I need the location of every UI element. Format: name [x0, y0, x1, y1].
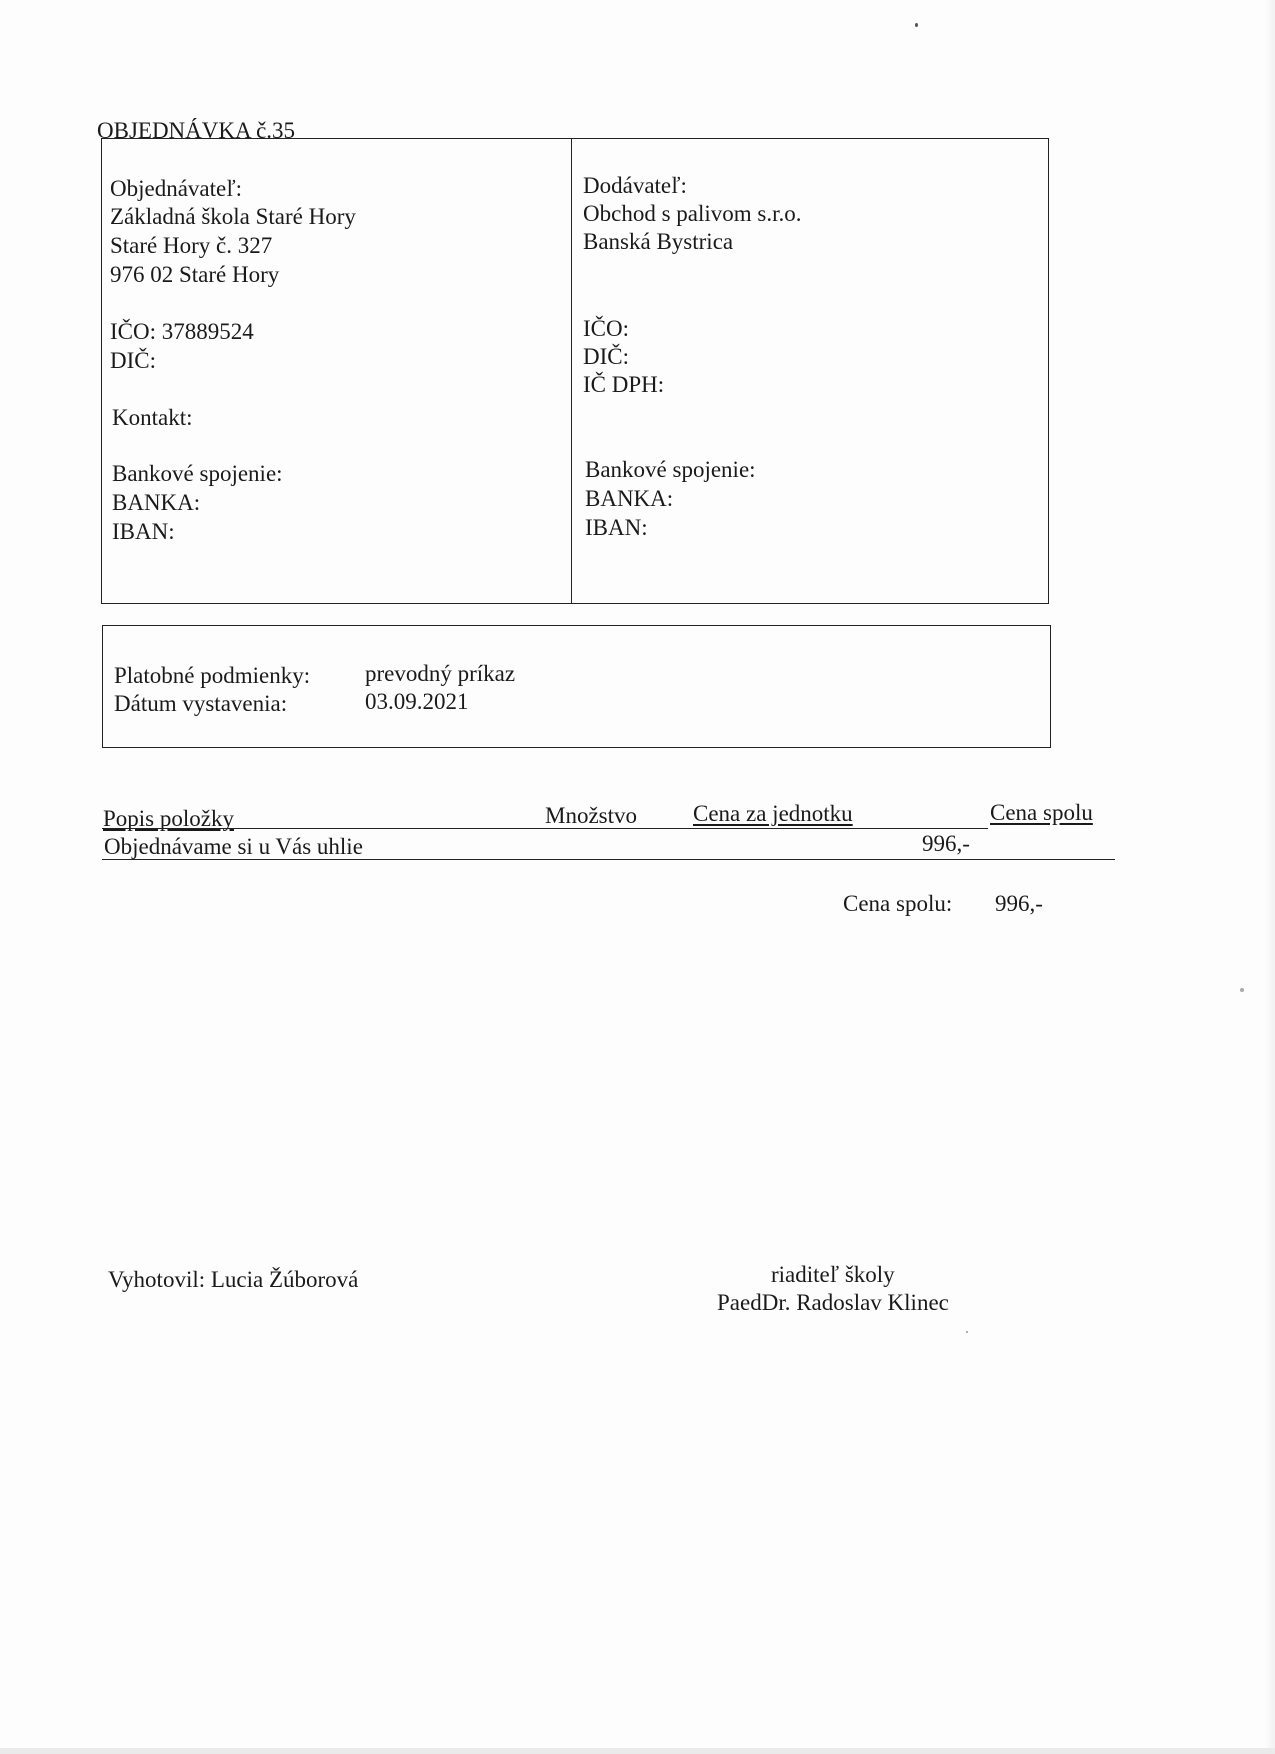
- parties-divider: [571, 139, 572, 603]
- row-unit-price: 996,-: [922, 831, 970, 856]
- supplier-ico: IČO:: [583, 316, 629, 341]
- document-title: OBJEDNÁVKA č.35: [97, 118, 296, 143]
- supplier-city: Banská Bystrica: [583, 229, 734, 254]
- orderer-bank-heading: Bankové spojenie:: [112, 461, 283, 486]
- orderer-heading: Objednávateľ:: [110, 176, 242, 201]
- scan-speck: [915, 23, 918, 27]
- orderer-iban: IBAN:: [112, 519, 175, 544]
- scan-edge-right: [1265, 0, 1275, 1754]
- header-total: Cena spolu: [990, 800, 1093, 825]
- orderer-name: Základná škola Staré Hory: [110, 204, 356, 229]
- row-rule: [102, 859, 1115, 860]
- signatory-role: riaditeľ školy: [771, 1262, 895, 1287]
- orderer-bank: BANKA:: [112, 490, 201, 515]
- supplier-bank: BANKA:: [585, 486, 674, 511]
- supplier-bank-heading: Bankové spojenie:: [585, 457, 756, 482]
- scan-edge-bottom: [0, 1748, 1275, 1754]
- orderer-contact: Kontakt:: [112, 405, 193, 430]
- orderer-street: Staré Hory č. 327: [110, 233, 273, 258]
- supplier-ic-dph: IČ DPH:: [583, 372, 665, 397]
- prepared-by: Vyhotovil: Lucia Žúborová: [108, 1267, 359, 1292]
- total-label: Cena spolu:: [843, 891, 953, 916]
- payment-terms-label: Platobné podmienky:: [114, 663, 311, 688]
- total-value: 996,-: [995, 891, 1043, 916]
- orderer-ico: IČO: 37889524: [110, 319, 254, 344]
- header-description: Popis položky: [103, 806, 234, 831]
- signatory-name: PaedDr. Radoslav Klinec: [717, 1290, 949, 1315]
- header-rule: [102, 828, 988, 829]
- supplier-iban: IBAN:: [585, 515, 648, 540]
- payment-terms-value: prevodný príkaz: [365, 661, 516, 686]
- supplier-dic: DIČ:: [583, 344, 629, 369]
- issue-date-label: Dátum vystavenia:: [114, 691, 288, 716]
- issue-date-value: 03.09.2021: [365, 689, 469, 714]
- scan-speck: [966, 1331, 968, 1333]
- header-quantity: Množstvo: [545, 803, 637, 828]
- header-unit-price: Cena za jednotku: [693, 801, 853, 826]
- orderer-dic: DIČ:: [110, 348, 156, 373]
- row-description: Objednávame si u Vás uhlie: [104, 834, 363, 859]
- orderer-city: 976 02 Staré Hory: [110, 262, 280, 287]
- scan-speck: [1240, 988, 1244, 992]
- supplier-heading: Dodávateľ:: [583, 173, 687, 198]
- supplier-name: Obchod s palivom s.r.o.: [583, 201, 802, 226]
